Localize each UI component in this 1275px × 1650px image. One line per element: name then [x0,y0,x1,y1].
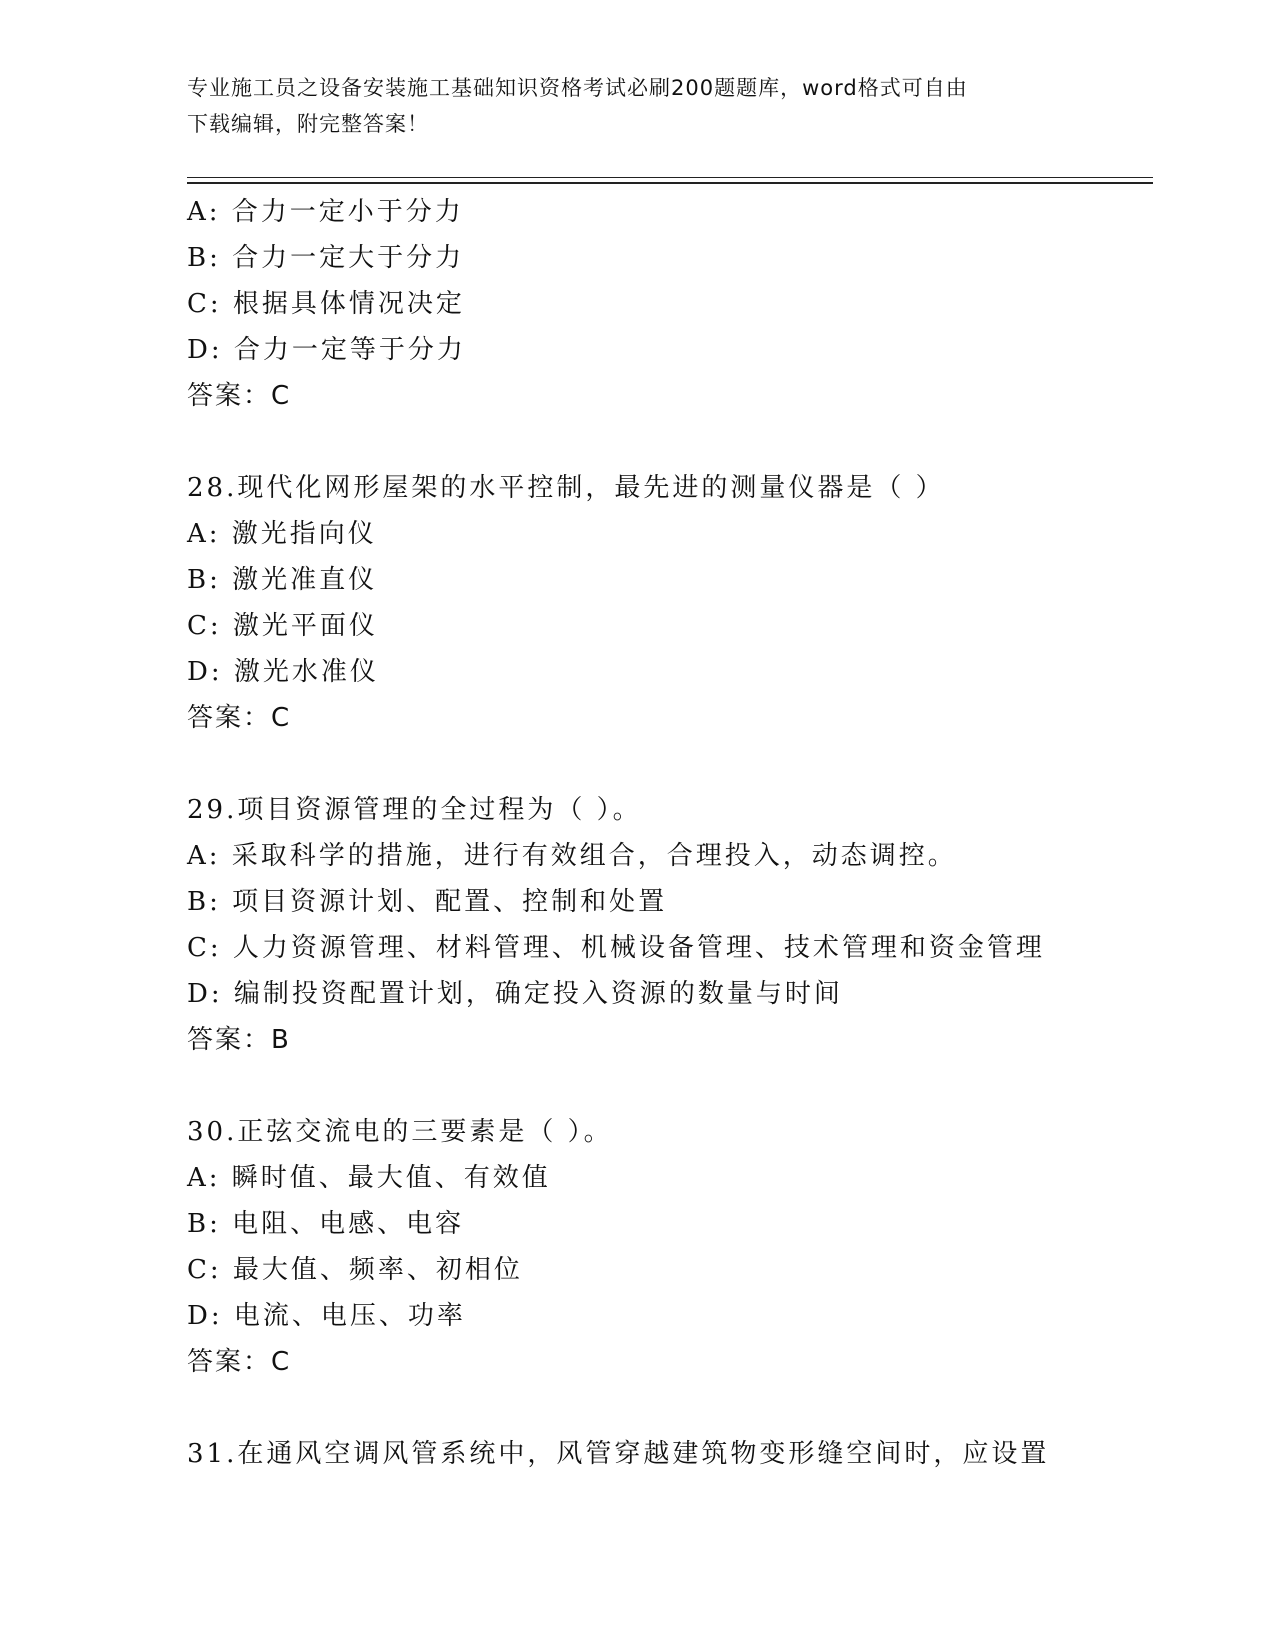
option-c: C: 人力资源管理、材料管理、机械设备管理、技术管理和资金管理 [187,933,1045,963]
question-27 [187,189,1153,419]
option-c: C: 根据具体情况决定 [187,289,465,319]
question-30 [187,1109,1153,1385]
option-b: B: 合力一定大于分力 [187,243,465,273]
question-text: 30.正弦交流电的三要素是（ ）。 [187,1117,613,1147]
answer: 答案：C [187,381,292,411]
spacer [187,1385,1153,1431]
option-a: A: 合力一定小于分力 [187,197,464,227]
answer: 答案：C [187,703,292,733]
option-a: A: 激光指向仪 [187,519,377,549]
header-line-1: 专业施工员之设备安装施工基础知识资格考试必刷200题题库，word格式可自由 [187,76,968,100]
option-b: B: 电阻、电感、电容 [187,1209,465,1239]
question-list [187,189,1153,1477]
spacer [187,419,1153,465]
question-28 [187,465,1153,741]
answer: 答案：C [187,1347,292,1377]
spacer [187,741,1153,787]
question-text: 28.现代化网形屋架的水平控制，最先进的测量仪器是（ ） [187,473,945,503]
spacer [187,1063,1153,1109]
option-b: B: 项目资源计划、配置、控制和处置 [187,887,668,917]
header-rule-thin [187,177,1153,178]
option-c: C: 激光平面仪 [187,611,378,641]
option-a: A: 采取科学的措施，进行有效组合，合理投入，动态调控。 [187,841,957,871]
option-d: D: 编制投资配置计划，确定投入资源的数量与时间 [187,979,843,1009]
option-d: D: 合力一定等于分力 [187,335,466,365]
answer: 答案：B [187,1025,291,1055]
option-a: A: 瞬时值、最大值、有效值 [187,1163,551,1193]
question-text: 29.项目资源管理的全过程为（ ）。 [187,795,642,825]
question-31 [187,1431,1153,1477]
question-text: 31.在通风空调风管系统中，风管穿越建筑物变形缝空间时，应设置 [187,1439,1050,1469]
option-d: D: 电流、电压、功率 [187,1301,466,1331]
header-line-2: 下载编辑，附完整答案！ [187,112,429,136]
option-b: B: 激光准直仪 [187,565,378,595]
question-29 [187,787,1153,1063]
header-rule-thick [187,182,1153,184]
option-d: D: 激光水准仪 [187,657,379,687]
document-header [187,70,1087,142]
option-c: C: 最大值、频率、初相位 [187,1255,523,1285]
